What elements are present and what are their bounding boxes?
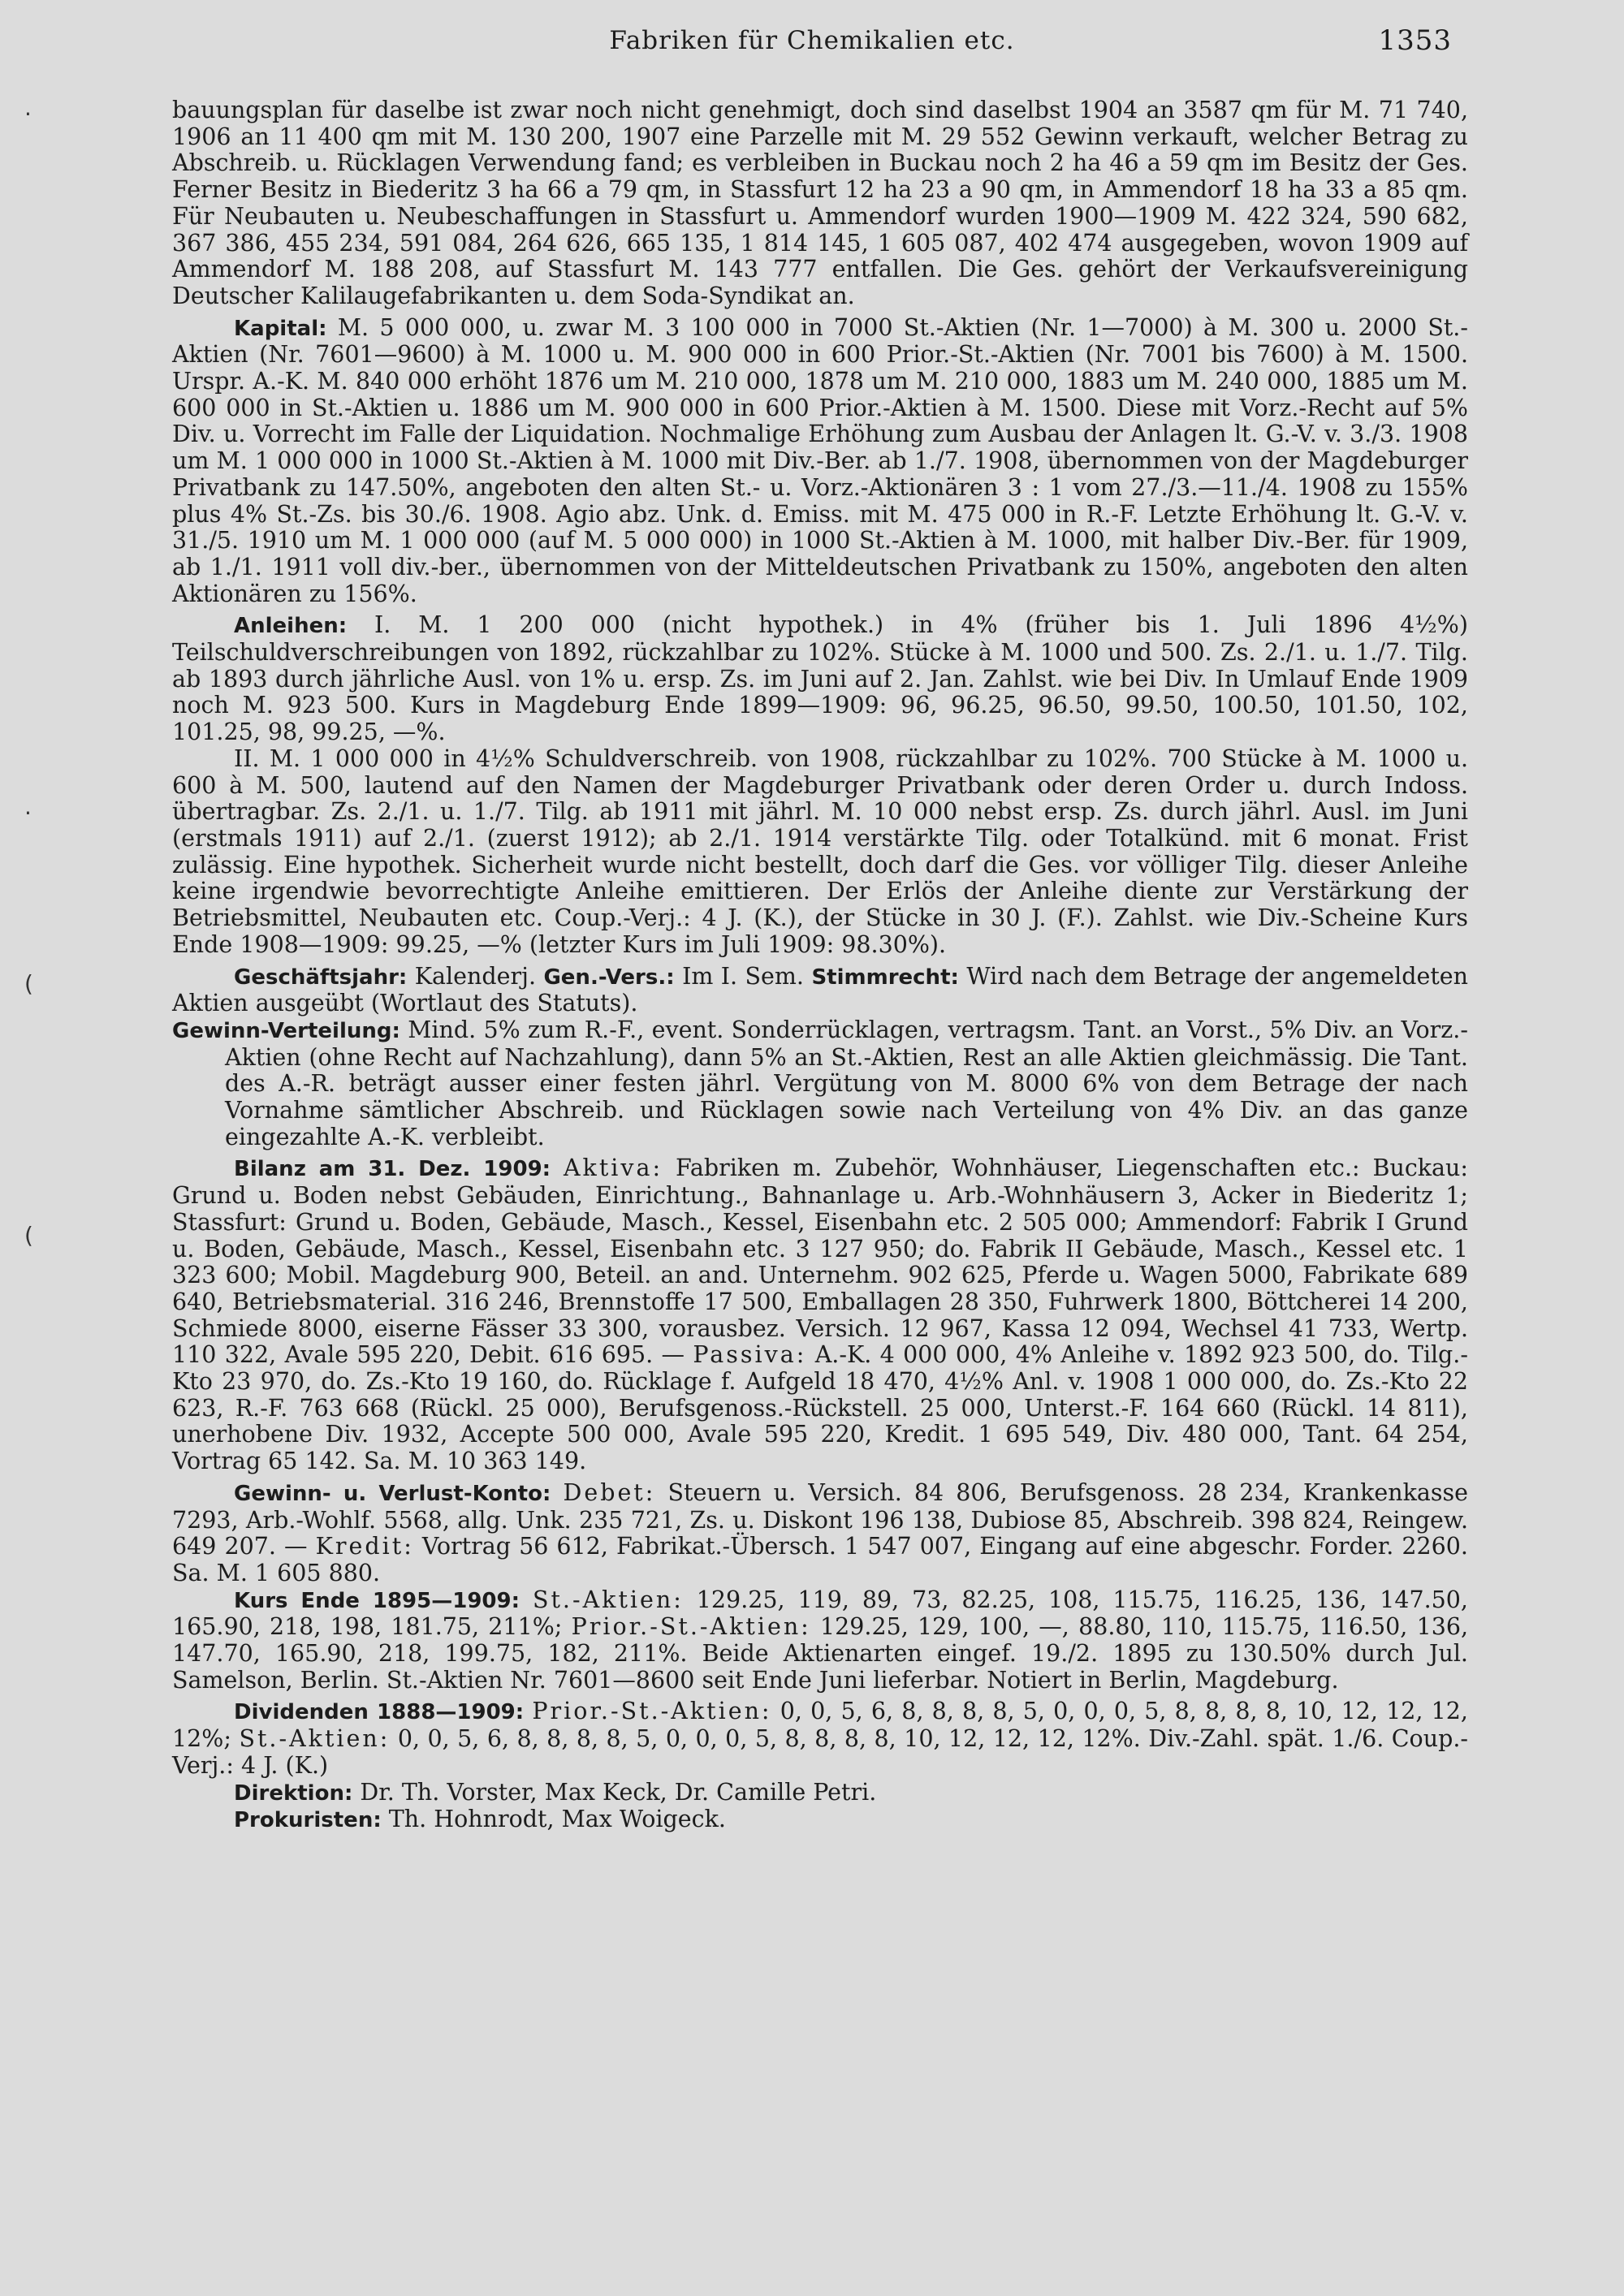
section-text: Mind. 5% zum R.-F., event. Sonderrücklagen, vertragsm. Tant. an Vorst., 5% Div. an Vorz.-Aktien (ohne Recht auf Nachzahlung), dann 5% an St.-Aktien, Rest an alle Aktien gleichmässig. Die Tant. des A.-R. beträgt ausser einer festen jährl. Vergütung von M. 8000 6% von dem Betrage der nach Vornahme sämtlicher Abschreib. und Rücklagen sowie nach Verteilung von 4% Div. an das ganze eingezahlte A.-K. verbleibt. (225, 1016, 1468, 1150)
section-text: Th. Hohnrodt, Max Woigeck. (388, 1806, 726, 1833)
section-label: Prokuristen: (234, 1808, 382, 1833)
section-text: 0, 0, 5, 6, 8, 8, 8, 8, 5, 0, 0, 0, 5, 8, 8, 8, 8, 10, 12, 12, 12, 12%. Div.-Zahl. spät. 1./6. Coup.-Verj.: 4 J. (K.) (172, 1725, 1469, 1779)
running-header-title: Fabriken für Chemikalien etc. (609, 26, 1015, 55)
section-direktion (172, 1780, 1468, 1807)
section-sublabel: St.-Aktien: (532, 1586, 684, 1613)
section-label: Dividenden 1888—1909: (234, 1700, 525, 1725)
section-bilanz (172, 1155, 1468, 1474)
section-text: I. M. 1 200 000 (nicht hypothek.) in 4% (früher bis 1. Juli 1896 4½%) Teilschuldverschreibungen von 1892, rückzahlbar zu 102%. Stücke à M. 1000 und 500. Zs. 2./1. u. 1./7. Tilg. ab 1893 durch jährliche Ausl. von 1% u. ersp. Zs. im Juni auf 2. Jan. Zahlst. wie bei Div. In Umlauf Ende 1909 noch M. 923 500. Kurs in Magdeburg Ende 1899—1909: 96, 96.25, 96.50, 99.50, 100.50, 101.50, 102, 101.25, 98, 99.25, —%. (172, 611, 1468, 746)
section-text: M. 5 000 000, u. zwar M. 3 100 000 in 7000 St.-Aktien (Nr. 1—7000) à M. 300 u. 2000 St.-Aktien (Nr. 7601—9600) à M. 1000 u. M. 900 000 in 600 Prior.-St.-Aktien (Nr. 7001 bis 7600) à M. 1500. Urspr. A.-K. M. 840 000 erhöht 1876 um M. 210 000, 1878 um M. 210 000, 1883 um M. 240 000, 1885 um M. 600 000 in St.-Aktien u. 1886 um M. 900 000 in 600 Prior.-Aktien à M. 1500. Diese mit Vorz.-Recht auf 5% Div. u. Vorrecht im Falle der Liquidation. Nochmalige Erhöhung zum Ausbau der Anlagen lt. G.-V. v. 3./3. 1908 um M. 1 000 000 in 1000 St.-Aktien à M. 1000 mit Div.-Ber. ab 1./7. 1908, übernommen von der Magdeburger Privatbank zu 147.50%, angeboten den alten St.- u. Vorz.-Aktionären 3 : 1 vom 27./3.—11./4. 1908 zu 155% plus 4% St.-Zs. bis 30./6. 1908. Agio abz. Unk. d. Emiss. mit M. 475 000 in R.-F. Letzte Erhöhung lt. G.-V. v. 31./5. 1910 um M. 1 000 000 (auf M. 5 000 000) in 1000 St.-Aktien à M. 1000, mit halber Div.-Ber. für 1909, ab 1./1. 1911 voll div.-ber., übernommen von der Mitteldeutschen Privatbank zu 150%, angeboten den alten Aktionären zu 156%. (172, 313, 1468, 607)
section-text: Kalenderj. (414, 962, 537, 990)
section-label: Kapital: (234, 316, 327, 341)
section-sublabel: Debet: (563, 1478, 656, 1506)
section-text: Im I. Sem. (682, 962, 804, 990)
section-sublabel: Aktiva: (563, 1154, 663, 1182)
section-guv (172, 1480, 1468, 1587)
section-label: Geschäftsjahr: (234, 965, 408, 990)
section-text: Fabriken m. Zubehör, Wohnhäuser, Liegenschaften etc.: Buckau: Grund u. Boden nebst Gebäuden, Einrichtung., Bahnanlage u. Arb.-Wohnhäusern 3, Acker in Biederitz 1; Stassfurt: Grund u. Boden, Gebäude, Masch., Kessel, Eisenbahn etc. 2 505 000; Ammendorf: Fabrik I Grund u. Boden, Gebäude, Masch., Kessel, Eisenbahn etc. 3 127 950; do. Fabrik II Gebäude, Masch., Kessel etc. 1 323 600; Mobil. Magdeburg 900, Beteil. an and. Unternehm. 902 625, Pferde u. Wagen 5000, Fabrikate 689 640, Betriebsmaterial. 316 246, Brennstoffe 17 500, Emballagen 28 350, Fuhrwerk 1800, Böttcherei 14 200, Schmiede 8000, eiserne Fässer 33 300, vorausbez. Versich. 12 967, Kassa 12 094, Wechsel 41 733, Wertp. 110 322, Avale 595 220, Debit. 616 695. — (172, 1154, 1469, 1369)
section-gewinn-verteilung (172, 1017, 1468, 1151)
section-label: Gewinn-Verteilung: (172, 1018, 400, 1043)
section-label: Gewinn- u. Verlust-Konto: (234, 1481, 551, 1506)
document-body (172, 97, 1468, 1834)
section-prokuristen (172, 1806, 1468, 1834)
section-sublabel: Prior.-St.-Aktien: (571, 1613, 811, 1641)
margin-mark: ( (24, 970, 33, 997)
page-number: 1353 (1378, 24, 1452, 57)
section-text: Wird nach dem Betrage der angemeldeten Aktien ausgeübt (Wortlaut des Statuts). (172, 962, 1469, 1017)
section-sublabel: Passiva: (693, 1341, 807, 1369)
section-text: 129.25, 119, 89, 73, 82.25, 108, 115.75, 116.25, 136, 147.50, 165.90, 218, 198, 181.75, 211%; (172, 1586, 1468, 1641)
section-kapital (172, 315, 1468, 608)
section-text: 0, 0, 5, 6, 8, 8, 8, 8, 5, 0, 0, 0, 5, 8, 8, 8, 8, 10, 12, 12, 12, 12%; (172, 1698, 1468, 1753)
section-label: Direktion: (234, 1780, 353, 1806)
section-anleihen-ii: II. M. 1 000 000 in 4½% Schuldverschreib. von 1908, rückzahlbar zu 102%. 700 Stücke à M. 1000 u. 600 à M. 500, lautend auf den Namen der Magdeburger Privatbank oder deren Order u. durch Indoss. übertragbar. Zs. 2./1. u. 1./7. Tilg. ab 1911 mit jährl. M. 10 000 nebst ersp. Zs. durch jährl. Ausl. im Juni (erstmals 1911) auf 2./1. (zuerst 1912); ab 2./1. 1914 verstärkte Tilg. oder Totalkünd. mit 6 monat. Frist zulässig. Eine hypothek. Sicherheit wurde nicht bestellt, doch darf die Ges. vor völliger Tilg. dieser Anleihe keine irgendwie bevorrechtigte Anleihe emittieren. Der Erlös der Anleihe diente zur Verstärkung der Betriebsmittel, Neubauten etc. Coup.-Verj.: 4 J. (K.), der Stücke in 30 J. (F.). Zahlst. wie Div.-Scheine Kurs Ende 1908—1909: 99.25, —% (letzter Kurs im Juli 1909: 98.30%). (172, 744, 1468, 958)
section-dividenden (172, 1698, 1468, 1779)
section-anleihen (172, 612, 1468, 746)
section-text: Dr. Th. Vorster, Max Keck, Dr. Camille Petri. (360, 1778, 877, 1806)
section-label: Anleihen: (234, 614, 348, 639)
section-sublabel: Kredit: (315, 1533, 414, 1560)
section-label: Gen.-Vers.: (543, 965, 675, 990)
margin-mark: · (24, 101, 32, 127)
section-label: Stimmrecht: (811, 965, 959, 990)
margin-mark: ( (24, 1222, 33, 1249)
section-text: A.-K. 4 000 000, 4% Anleihe v. 1892 923 500, do. Tilg.-Kto 23 970, do. Zs.-Kto 19 160, do. Rücklage f. Aufgeld 18 470, 4½% Anl. v. 1908 1 000 000, do. Zs.-Kto 22 623, R.-F. 763 668 (Rückl. 25 000), Berufsgenoss.-Rückstell. 25 000, Unterst.-F. 164 660 (Rückl. 14 811), unerhobene Div. 1932, Accepte 500 000, Avale 595 220, Kredit. 1 695 549, Div. 480 000, Tant. 64 254, Vortrag 65 142. Sa. M. 10 363 149. (172, 1341, 1468, 1475)
section-meta (172, 964, 1468, 1017)
section-label: Bilanz am 31. Dez. 1909: (234, 1157, 551, 1182)
section-text: Steuern u. Versich. 84 806, Berufsgenoss. 28 234, Krankenkasse 7293, Arb.-Wohlf. 5568, allg. Unk. 235 721, Zs. u. Diskont 196 138, Dubiose 85, Abschreib. 398 824, Reingew. 649 207. — (172, 1478, 1468, 1560)
section-sublabel: St.-Aktien: (239, 1725, 391, 1753)
margin-mark: · (24, 800, 32, 826)
section-label: Kurs Ende 1895—1909: (234, 1588, 520, 1613)
section-text: Vortrag 56 612, Fabrikat.-Übersch. 1 547 007, Eingang auf eine abgeschr. Forder. 2260. Sa. M. 1 605 880. (172, 1533, 1468, 1586)
paragraph-property: bauungsplan für daselbe ist zwar noch nicht genehmigt, doch sind daselbst 1904 an 3587 qm für M. 71 740, 1906 an 11 400 qm mit M. 130 200, 1907 eine Parzelle mit M. 29 552 Gewinn verkauft, welcher Betrag zu Abschreib. u. Rücklagen Verwendung fand; es verbleiben in Buckau noch 2 ha 46 a 59 qm im Besitz der Ges. Ferner Besitz in Biederitz 3 ha 66 a 79 qm, in Stassfurt 12 ha 23 a 90 qm, in Ammendorf 18 ha 33 a 85 qm. Für Neubauten u. Neubeschaffungen in Stassfurt u. Ammendorf wurden 1900—1909 M. 422 324, 590 682, 367 386, 455 234, 591 084, 264 626, 665 135, 1 814 145, 1 605 087, 402 474 ausgegeben, wovon 1909 auf Ammendorf M. 188 208, auf Stassfurt M. 143 777 entfallen. Die Ges. gehört der Verkaufsvereinigung Deutscher Kalilaugefabrikanten u. dem Soda-Syndikat an. (172, 97, 1468, 309)
section-kurs (172, 1587, 1468, 1694)
section-text: 129.25, 129, 100, —, 88.80, 110, 115.75, 116.50, 136, 147.70, 165.90, 218, 199.75, 182, 211%. Beide Aktienarten eingef. 19./2. 1895 zu 130.50% durch Jul. Samelson, Berlin. St.-Aktien Nr. 7601—8600 seit Ende Juni lieferbar. Notiert in Berlin, Magdeburg. (172, 1613, 1469, 1694)
section-sublabel: Prior.-St.-Aktien: (532, 1698, 772, 1725)
